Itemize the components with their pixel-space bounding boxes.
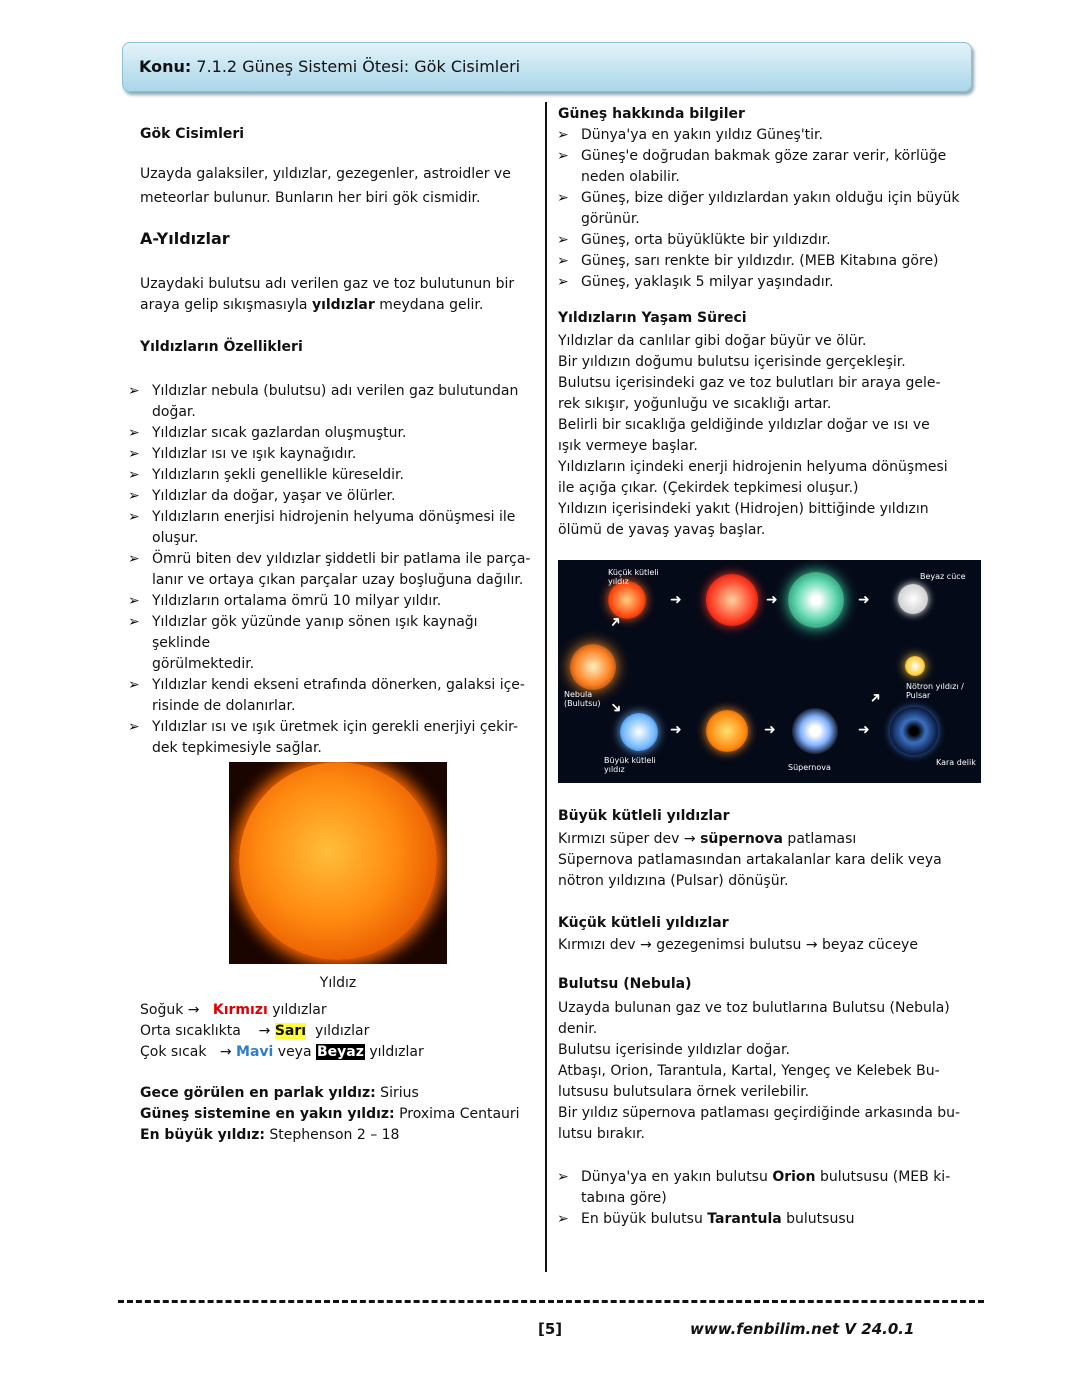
- arrow-bullet-icon: ➢: [128, 614, 140, 630]
- planetary-nebula: [788, 572, 844, 628]
- list-item: ➢ Yıldızlar kendi ekseni etrafında dönerken, galaksi içe- risinde de dolanırlar.: [128, 677, 525, 714]
- fact-row: En büyük yıldız: Stephenson 2 – 18: [140, 1127, 400, 1143]
- white-dwarf: [898, 584, 928, 614]
- topic-title: Konu: 7.1.2 Güneş Sistemi Ötesi: Gök Cisimleri: [139, 57, 521, 76]
- arrow-icon: ➜: [858, 722, 870, 738]
- neutron-star: [905, 656, 925, 676]
- arrow-icon: ➜: [766, 592, 778, 608]
- arrow-bullet-icon: ➢: [128, 719, 140, 735]
- arrow-icon: ➜: [858, 592, 870, 608]
- list-item: ➢ Güneş, sarı renkte bir yıldızdır. (MEB Kitabına göre): [557, 251, 967, 272]
- section-title-ozellikler: Yıldızların Özellikleri: [140, 339, 303, 355]
- label-supernova: Süpernova: [788, 763, 831, 772]
- list-item: ➢ Yıldızların şekli genellikle küreseldir.: [128, 465, 538, 486]
- arrow-bullet-icon: ➢: [128, 509, 140, 525]
- list-item: ➢ En büyük bulutsu Tarantula bulutsusu: [557, 1209, 967, 1230]
- topic-header: [122, 42, 972, 92]
- label-white-dwarf: Beyaz cüce: [920, 572, 966, 581]
- red-giant: [706, 574, 758, 626]
- sun-image: [229, 762, 447, 964]
- kucuk-text: Kırmızı dev → gezegenimsi bulutsu → beyaz cüceye: [558, 937, 918, 953]
- massive-star: [620, 713, 658, 751]
- fact-row: Güneş sistemine en yakın yıldız: Proxima Centauri: [140, 1106, 520, 1122]
- arrow-bullet-icon: ➢: [128, 425, 140, 441]
- sun-caption: Yıldız: [319, 975, 357, 991]
- color-temperature: Soğuk → Kırmızı yıldızlar Orta sıcaklıkta → Sarı yıldızlar Çok sıcak → Mavi veya Beyaz yıldızlar: [140, 1002, 424, 1060]
- list-item: ➢ Güneş, orta büyüklükte bir yıldızdır.: [557, 230, 967, 251]
- list-item: ➢ Dünya'ya en yakın bulutsu Orion bulutsusu (MEB ki- tabına göre): [557, 1169, 951, 1206]
- gok-text: Uzayda galaksiler, yıldızlar, gezegenler, astroidler ve meteorlar bulunur. Bunların her biri gök cismidir.: [140, 166, 511, 206]
- label-black-hole: Kara delik: [936, 758, 976, 767]
- arrow-bullet-icon: ➢: [557, 127, 569, 143]
- arrow-bullet-icon: ➢: [128, 446, 140, 462]
- yasam-text: Yıldızlar da canlılar gibi doğar büyür ve ölür. Bir yıldızın doğumu bulutsu içerisinde gerçekleşir. Bulutsu içerisindeki gaz ve toz bulutları bir araya gele- rek sıkışır, yoğunluğu ve sıcaklığı artar. Belirli bir sıcaklığa geldiğinde yıldızlar doğar ve ısı ve ışık vermeye başlar. Yıldızların içindeki enerji hidrojenin helyuma dönüşmesi ile açığa çıkar. (Çekirdek tepkimesi oluşur.) Yıldızın içerisindeki yakıt (Hidrojen) bittiğinde yıldızın ölümü de yavaş yavaş başlar.: [558, 333, 948, 538]
- arrow-icon: ➜: [605, 612, 626, 632]
- section-title-yasam: Yıldızların Yaşam Süreci: [558, 310, 747, 326]
- bulutsu-text: Uzayda bulunan gaz ve toz bulutlarına Bulutsu (Nebula) denir. Bulutsu içerisinde yıldızlar doğar. Atbaşı, Orion, Tarantula, Kartal, Yengeç ve Kelebek Bu- lutsusu bulutsulara örnek verilebilir. Bir yıldız süpernova patlaması geçirdiğinde arkasında bu- lutsu bırakır.: [558, 1000, 961, 1142]
- section-title-bulutsu: Bulutsu (Nebula): [558, 976, 692, 992]
- arrow-bullet-icon: ➢: [557, 148, 569, 164]
- column-divider: [545, 102, 547, 1272]
- arrow-icon: ➜: [670, 722, 682, 738]
- yildizlar-intro: Uzaydaki bulutsu adı verilen gaz ve toz bulutunun bir araya gelip sıkışmasıyla yıldızlar meydana gelir.: [140, 276, 515, 313]
- nebula: [570, 644, 616, 690]
- section-title-kucuk: Küçük kütleli yıldızlar: [558, 915, 729, 931]
- star-facts: [140, 1083, 520, 1146]
- list-item: ➢ Ömrü biten dev yıldızlar şiddetli bir patlama ile parça- lanır ve ortaya çıkan parçalar uzay boşluğuna dağılır.: [128, 551, 531, 588]
- bulutsu-list: [557, 1167, 967, 1230]
- arrow-bullet-icon: ➢: [128, 677, 140, 693]
- arrow-icon: ➜: [670, 592, 682, 608]
- section-title-gok: Gök Cisimleri: [140, 126, 245, 142]
- arrow-bullet-icon: ➢: [128, 383, 140, 399]
- list-item: ➢ Yıldızlar ısı ve ışık kaynağıdır.: [128, 444, 538, 465]
- list-item: ➢ Yıldızlar sıcak gazlardan oluşmuştur.: [128, 423, 538, 444]
- list-item: ➢ Güneş, bize diğer yıldızlardan yakın olduğu için büyük görünür.: [557, 190, 960, 227]
- label-neutron: Nötron yıldızı / Pulsar: [906, 682, 964, 700]
- buyuk-text: Kırmızı süper dev → süpernova patlaması Süpernova patlamasından artakalanlar kara delik veya nötron yıldızına (Pulsar) dönüşür.: [558, 831, 942, 889]
- arrow-bullet-icon: ➢: [128, 593, 140, 609]
- list-item: ➢ Dünya'ya en yakın yıldız Güneş'tir.: [557, 125, 967, 146]
- list-item: ➢ Yıldızların enerjisi hidrojenin helyuma dönüşmesi ile oluşur.: [128, 509, 516, 546]
- list-item: ➢ Yıldızlar ısı ve ışık üretmek için gerekli enerjiyi çekir- dek tepkimesiyle sağlar.: [128, 719, 519, 756]
- arrow-bullet-icon: ➢: [557, 190, 569, 206]
- fact-row: Gece görülen en parlak yıldız: Sirius: [140, 1085, 419, 1101]
- star-lifecycle-diagram: [558, 560, 981, 783]
- list-item: ➢ Yıldızlar nebula (bulutsu) adı verilen gaz bulutundan doğar.: [128, 383, 519, 420]
- label-nebula: Nebula (Bulutsu): [564, 690, 601, 708]
- footer-rule: [118, 1300, 984, 1303]
- section-title-buyuk: Büyük kütleli yıldızlar: [558, 808, 730, 824]
- supernova: [792, 708, 838, 754]
- section-title-gunes: Güneş hakkında bilgiler: [558, 106, 745, 122]
- list-item: ➢ Yıldızlar da doğar, yaşar ve ölürler.: [128, 486, 538, 507]
- supergiant: [706, 710, 748, 752]
- arrow-bullet-icon: ➢: [128, 467, 140, 483]
- ozellikler-list: [128, 381, 538, 759]
- footer-site: www.fenbilim.net V 24.0.1: [690, 1320, 915, 1338]
- list-item: ➢ Yıldızların ortalama ömrü 10 milyar yıldır.: [128, 591, 538, 612]
- page-number: [5]: [538, 1320, 563, 1338]
- list-item: ➢ Güneş, yaklaşık 5 milyar yaşındadır.: [557, 272, 967, 293]
- arrow-bullet-icon: ➢: [557, 232, 569, 248]
- list-item: ➢ Yıldızlar gök yüzünde yanıp sönen ışık kaynağı şeklinde görülmektedir.: [128, 614, 478, 672]
- arrow-bullet-icon: ➢: [128, 488, 140, 504]
- section-title-yildizlar: A-Yıldızlar: [140, 229, 230, 248]
- arrow-bullet-icon: ➢: [557, 1211, 569, 1227]
- arrow-icon: ➜: [606, 698, 626, 718]
- label-massive-star: Büyük kütleli yıldız: [604, 756, 656, 774]
- black-hole: [890, 707, 938, 755]
- list-item: ➢ Güneş'e doğrudan bakmak göze zarar verir, körlüğe neden olabilir.: [557, 148, 947, 185]
- arrow-bullet-icon: ➢: [128, 551, 140, 567]
- gunes-list: [557, 125, 967, 293]
- label-small-star: Küçük kütleli yıldız: [608, 568, 659, 586]
- arrow-icon: ➜: [866, 688, 886, 708]
- arrow-bullet-icon: ➢: [557, 253, 569, 269]
- arrow-bullet-icon: ➢: [557, 274, 569, 290]
- arrow-bullet-icon: ➢: [557, 1169, 569, 1185]
- arrow-icon: ➜: [764, 722, 776, 738]
